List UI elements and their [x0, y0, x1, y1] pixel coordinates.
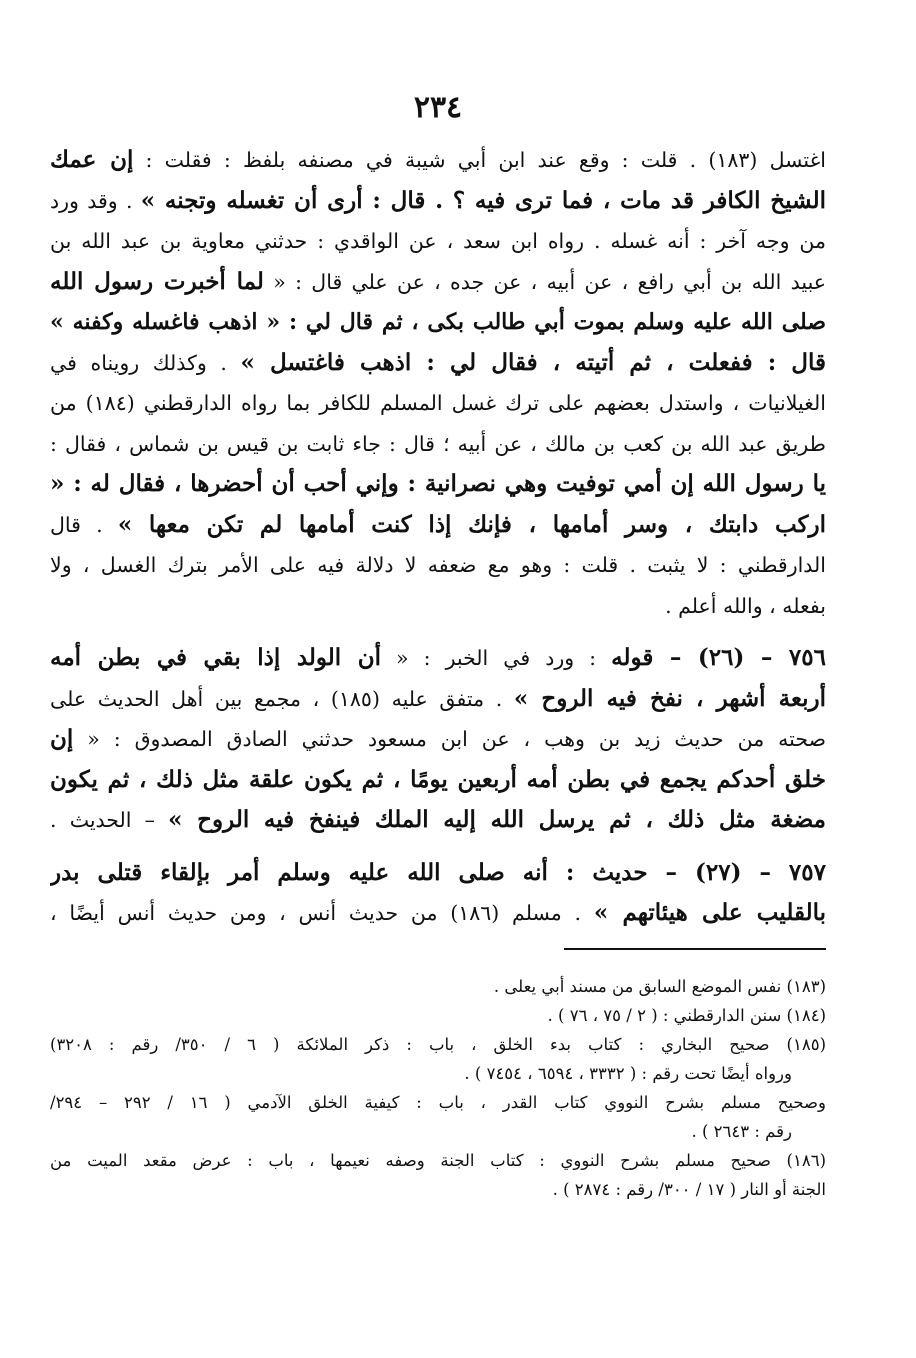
bold-segment: مضغة مثل ذلك ، ثم يرسل الله إليه الملك فينفخ فيه الروح »	[168, 806, 826, 833]
footnote-line: رقم : ٢٦٤٣ ) .	[691, 1122, 792, 1141]
footnote-line: (١٨٥) صحيح البخاري : كتاب بدء الخلق ، باب : ذكر الملائكة ( ٦ / ٣٥٠/ رقم : ٣٢٠٨)	[50, 1035, 826, 1054]
footnotes	[50, 972, 826, 1204]
text-segment: (١٨٣)	[708, 148, 758, 172]
text-segment: عبيد الله بن أبي رافع ، عن أبيه ، عن جده ، عن علي قال : «	[263, 269, 826, 294]
text-line	[50, 545, 826, 586]
bold-segment: خلق أحدكم يجمع في بطن أمه أربعين يومًا ، ثم يكون علقة مثل ذلك ، ثم يكون	[50, 765, 826, 793]
bold-segment: لما أخبرت رسول الله	[50, 267, 264, 295]
bold-segment: أن الولد إذا بقي في بطن أمه	[50, 644, 382, 671]
page-number: ٢٣٤	[413, 90, 463, 125]
bold-segment: يا رسول الله إن أمي توفيت وهي نصرانية : وإني أحب أن أحضرها ، فقال له : «	[50, 470, 826, 497]
text-segment: . وقد ورد	[50, 188, 141, 213]
bold-segment: ٧٥٧ – (٢٧) – حديث : أنه صلى الله عليه وسلم أمر بإلقاء قتلى بدر	[50, 858, 826, 886]
bold-segment: ٧٥٦ – (٢٦) – قوله	[611, 644, 826, 671]
text-line	[50, 424, 826, 465]
text-line	[50, 586, 826, 627]
bold-segment: أربعة أشهر ، نفخ فيه الروح »	[513, 684, 826, 712]
main-text	[50, 140, 826, 934]
text-line	[50, 383, 826, 424]
text-line	[50, 638, 826, 679]
text-segment: الدارقطني : لا يثبت . قلت : وهو مع ضعفه لا دلالة فيه على الأمر بترك الغسل ، ولا	[50, 553, 826, 577]
text-line	[50, 262, 826, 303]
text-line	[50, 140, 826, 181]
text-segment: : ورد في الخبر : «	[381, 646, 612, 670]
book-page	[50, 0, 826, 1358]
text-line	[50, 464, 826, 505]
footnote-line: (١٨٤) سنن الدارقطني : ( ٢ / ٧٥ ، ٧٦ ) .	[547, 1006, 826, 1025]
footnote-separator	[564, 948, 826, 950]
footnote-line: ورواه أيضًا تحت رقم : ( ٣٣٣٢ ، ٦٥٩٤ ، ٧٤٥٤ ) .	[464, 1064, 792, 1083]
text-line	[50, 302, 826, 343]
footnote-line: وصحيح مسلم بشرح النووي كتاب القدر ، باب : كيفية الخلق الآدمي ( ١٦ / ٢٩٢ – ٢٩٤/	[50, 1093, 826, 1112]
text-segment: اغتسل	[757, 148, 826, 172]
text-segment: . قال	[50, 512, 118, 537]
text-line	[50, 719, 826, 760]
text-segment: من وجه آخر : أنه غسله . رواه ابن سعد ، عن الواقدي : حدثني معاوية بن عبد الله بن	[50, 229, 826, 253]
text-segment: . مسلم (١٨٦) من حديث أنس ، ومن حديث أنس أيضًا ،	[50, 901, 594, 925]
bold-segment: اركب دابتك ، وسر أمامها ، فإنك إذا كنت أمامها لم تكن معها »	[117, 510, 826, 538]
text-segment: الغيلانيات ، واستدل بعضهم على ترك غسل المسلم للكافر بما رواه الدارقطني (١٨٤) من	[50, 391, 826, 415]
text-segment: . وكذلك رويناه في	[50, 350, 241, 375]
bold-segment: إن	[50, 725, 74, 752]
footnote-line: (١٨٣) نفس الموضع السابق من مسند أبي يعلى .	[493, 977, 826, 996]
bold-segment: صلى الله عليه وسلم بموت أبي طالب بكى ، ثم قال لي : « اذهب فاغسله وكفنه »	[50, 309, 826, 335]
footnote-line: (١٨٦) صحيح مسلم بشرح النووي : كتاب الجنة وصفه نعيمها ، باب : عرض مقعد الميت من	[50, 1151, 826, 1170]
text-segment: – الحديث .	[50, 808, 169, 832]
bold-segment: بالقليب على هيئاتهم »	[593, 899, 826, 926]
text-line	[50, 893, 826, 934]
bold-segment: الشيخ الكافر قد مات ، فما ترى فيه ؟ . قال : أرى أن تغسله وتجنه »	[140, 186, 826, 214]
paragraph-gap	[50, 626, 826, 638]
text-segment: طريق عبد الله بن كعب بن مالك ، عن أبيه ؛ قال : جاء ثابت بن قيس بن شماس ، فقال :	[50, 431, 826, 456]
text-line	[50, 505, 826, 546]
text-line	[50, 181, 826, 222]
paragraph-gap	[50, 841, 826, 853]
footnote-line: الجنة أو النار ( ١٧ / ٣٠٠/ رقم : ٢٨٧٤ ) .	[552, 1180, 826, 1199]
text-line	[50, 853, 826, 894]
text-line	[50, 679, 826, 720]
text-line	[50, 221, 826, 262]
text-segment: صحته من حديث زيد بن وهب ، عن ابن مسعود حدثني الصادق المصدوق : «	[73, 727, 826, 751]
bold-segment: إن عمك	[50, 146, 134, 173]
text-segment: بفعله ، والله أعلم .	[665, 593, 826, 618]
bold-segment: قال : ففعلت ، ثم أتيته ، فقال لي : اذهب فاغتسل »	[240, 348, 826, 376]
text-segment: . قلت : وقع عند ابن أبي شيبة في مصنفه بلفظ : فقلت :	[133, 148, 709, 172]
text-line	[50, 343, 826, 384]
text-line	[50, 760, 826, 801]
text-line	[50, 800, 826, 841]
text-segment: . متفق عليه (١٨٥) ، مجمع بين أهل الحديث على	[50, 686, 514, 711]
